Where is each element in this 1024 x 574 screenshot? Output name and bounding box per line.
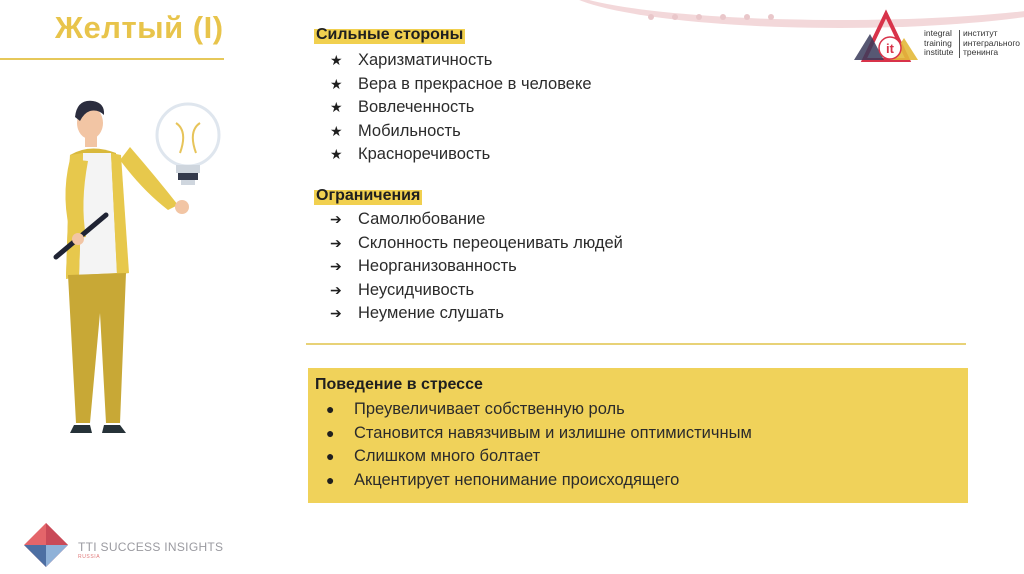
list-item: ➔ Неусидчивость xyxy=(330,280,475,299)
tti-logo xyxy=(22,521,242,569)
logo-en-text: integral training institute xyxy=(924,28,954,57)
iti-logo-mark-icon xyxy=(850,8,922,66)
list-item: ★ Харизматичность xyxy=(330,51,493,69)
tti-sub-text: RUSSIA xyxy=(78,554,101,560)
list-item: ➔ Неумение слушать xyxy=(330,304,504,323)
lightbulb-icon xyxy=(157,104,219,185)
limitations-list xyxy=(330,208,623,326)
section-divider xyxy=(306,343,966,345)
logo-ru-text: институт интегрального тренинга xyxy=(963,28,1020,57)
slide-title: Желтый (I) xyxy=(55,10,224,45)
presenter-illustration xyxy=(30,95,230,455)
list-item: ● Акцентирует непонимание происходящего xyxy=(326,470,680,489)
logo-divider xyxy=(959,30,960,58)
strengths-list xyxy=(330,49,592,167)
list-item: ★ Красноречивость xyxy=(330,145,491,164)
stress-list xyxy=(326,398,752,492)
list-item: ● Слишком много болтает xyxy=(326,447,541,465)
list-item: ● Становится навязчивым и излишне оптимистичным xyxy=(326,423,752,442)
strengths-heading: Сильные стороны xyxy=(316,26,464,43)
decorative-dots xyxy=(648,14,774,20)
list-item: ★ Мобильность xyxy=(330,121,461,140)
list-item: ➔ Склонность переоценивать людей xyxy=(330,233,623,252)
list-item: ➔ Неорганизованность xyxy=(330,257,517,276)
title-underline xyxy=(0,58,224,60)
list-item: ★ Вовлеченность xyxy=(330,98,475,117)
tti-diamond-icon xyxy=(22,521,70,569)
logo-mark-text: it xyxy=(886,41,894,56)
list-item: ● Преувеличивает собственную роль xyxy=(326,400,625,418)
list-item: ➔ Самолюбование xyxy=(330,210,486,228)
iti-logo xyxy=(850,8,1020,66)
stress-behavior-box xyxy=(308,368,968,503)
limitations-heading: Ограничения xyxy=(316,187,421,204)
stress-heading: Поведение в стрессе xyxy=(315,376,483,393)
list-item: ★ Вера в прекрасное в человеке xyxy=(330,74,592,93)
tti-brand-text: TTI SUCCESS INSIGHTS xyxy=(78,540,224,554)
